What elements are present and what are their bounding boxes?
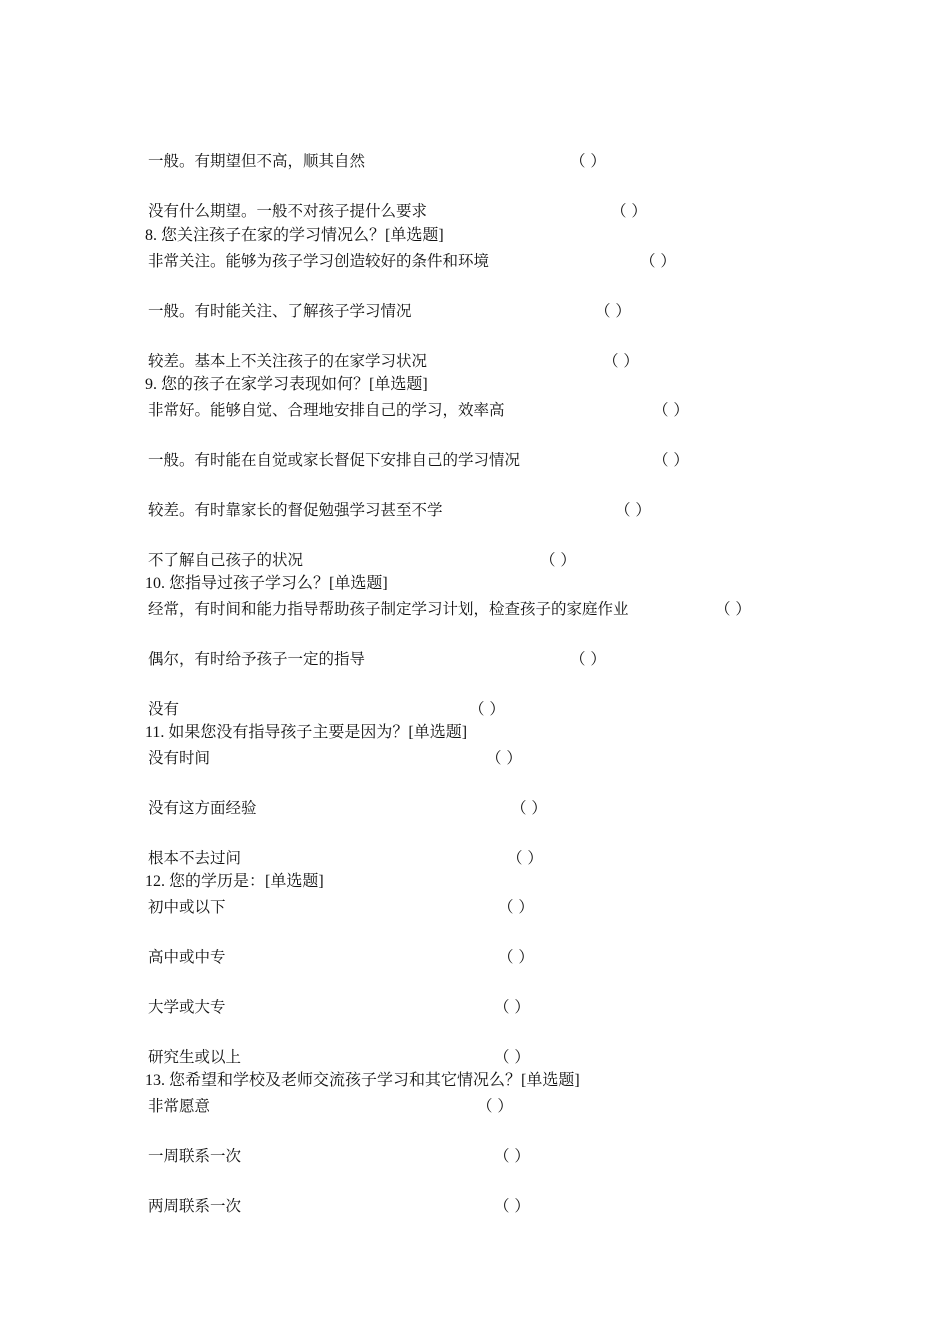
- option-text: 没有这方面经验: [148, 799, 257, 817]
- option-text: 高中或中专: [148, 948, 226, 966]
- answer-blank: （ ）: [715, 600, 751, 618]
- option-text: 不了解自己孩子的状况: [148, 551, 304, 569]
- option-text: 非常关注。能够为孩子学习创造较好的条件和环境: [148, 252, 490, 270]
- question-title: 10. 您指导过孩子学习么？[单选题]: [145, 575, 388, 592]
- answer-blank: （ ）: [511, 799, 547, 817]
- question-title: 11. 如果您没有指导孩子主要是因为？[单选题]: [145, 724, 468, 741]
- option-text: 根本不去过问: [148, 849, 242, 867]
- option-text: 一般。有时能在自觉或家长督促下安排自己的学习情况: [148, 451, 521, 469]
- answer-blank: （ ）: [595, 302, 631, 320]
- option-text: 一般。有期望但不高，顺其自然: [148, 152, 366, 170]
- option-text: 没有时间: [148, 749, 211, 767]
- option-text: 一周联系一次: [148, 1147, 242, 1165]
- question-title: 13. 您希望和学校及老师交流孩子学习和其它情况么？[单选题]: [145, 1072, 580, 1089]
- answer-blank: （ ）: [615, 501, 651, 519]
- answer-blank: （ ）: [498, 898, 534, 916]
- answer-blank: （ ）: [570, 152, 606, 170]
- option-text: 较差。基本上不关注孩子的在家学习状况: [148, 352, 428, 370]
- answer-blank: （ ）: [640, 252, 676, 270]
- option-text: 研究生或以上: [148, 1048, 242, 1066]
- option-text: 没有什么期望。一般不对孩子提什么要求: [148, 202, 428, 220]
- option-text: 经常，有时间和能力指导帮助孩子制定学习计划，检查孩子的家庭作业: [148, 600, 629, 618]
- option-text: 非常愿意: [148, 1097, 211, 1115]
- answer-blank: （ ）: [486, 749, 522, 767]
- answer-blank: （ ）: [494, 1197, 530, 1215]
- option-text: 非常好。能够自觉、合理地安排自己的学习，效率高: [148, 401, 505, 419]
- answer-blank: （ ）: [653, 451, 689, 469]
- answer-blank: （ ）: [494, 998, 530, 1016]
- option-text: 大学或大专: [148, 998, 226, 1016]
- option-text: 没有: [148, 700, 180, 718]
- answer-blank: （ ）: [570, 650, 606, 668]
- question-title: 12. 您的学历是：[单选题]: [145, 873, 324, 890]
- answer-blank: （ ）: [653, 401, 689, 419]
- question-title: 9. 您的孩子在家学习表现如何？[单选题]: [145, 376, 428, 393]
- option-text: 一般。有时能关注、了解孩子学习情况: [148, 302, 412, 320]
- option-text: 较差。有时靠家长的督促勉强学习甚至不学: [148, 501, 443, 519]
- answer-blank: （ ）: [498, 948, 534, 966]
- answer-blank: （ ）: [477, 1097, 513, 1115]
- option-text: 偶尔，有时给予孩子一定的指导: [148, 650, 366, 668]
- answer-blank: （ ）: [507, 849, 543, 867]
- question-title: 8. 您关注孩子在家的学习情况么？[单选题]: [145, 227, 444, 244]
- answer-blank: （ ）: [611, 202, 647, 220]
- answer-blank: （ ）: [494, 1147, 530, 1165]
- option-text: 初中或以下: [148, 898, 226, 916]
- answer-blank: （ ）: [540, 551, 576, 569]
- answer-blank: （ ）: [469, 700, 505, 718]
- answer-blank: （ ）: [603, 352, 639, 370]
- answer-blank: （ ）: [494, 1048, 530, 1066]
- option-text: 两周联系一次: [148, 1197, 242, 1215]
